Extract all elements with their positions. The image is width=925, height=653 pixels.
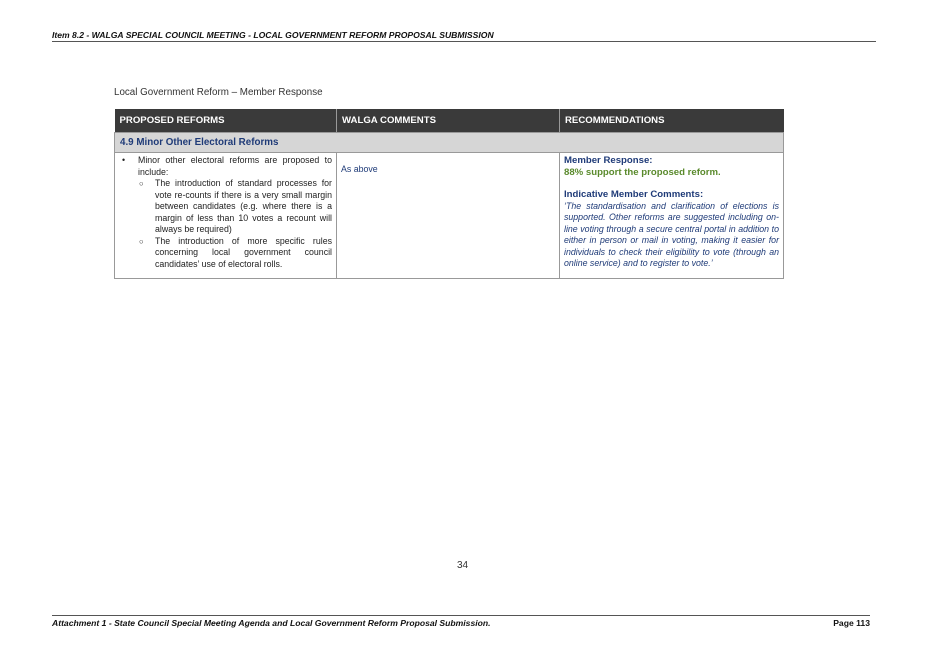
walga-comment-cell bbox=[337, 153, 560, 279]
column-header-proposed-reforms: PROPOSED REFORMS bbox=[115, 109, 337, 133]
subheading-minor-electoral-reforms: 4.9 Minor Other Electoral Reforms bbox=[115, 133, 784, 153]
table-subheading-row bbox=[115, 133, 784, 153]
table-header-row bbox=[115, 109, 784, 133]
proposal-bullet bbox=[119, 155, 332, 270]
indicative-comment-text: ‘The standardisation and clarification of elections is supported. Other reforms are suggested including on-line voting through a secure central portal in addition to either in person or mail in voting, making it easier for individuals to check their eligibility to vote (through an online service) and to register to vote.’ bbox=[564, 200, 779, 268]
table-row bbox=[115, 153, 784, 279]
footer-page-label: Page 113 bbox=[833, 618, 870, 628]
footer-attachment-text: Attachment 1 - State Council Special Meeting Agenda and Local Government Reform Proposal Submission. bbox=[52, 618, 491, 628]
column-header-walga-comments: WALGA COMMENTS bbox=[337, 109, 560, 133]
proposal-sublist bbox=[138, 178, 332, 270]
section-title: Local Government Reform – Member Response bbox=[114, 87, 323, 98]
page-number: 34 bbox=[456, 560, 469, 571]
proposed-reform-cell bbox=[115, 153, 337, 279]
proposal-list bbox=[119, 155, 332, 270]
recommendation-cell bbox=[560, 153, 784, 279]
proposal-item-recounts: ○ The introduction of standard processes for vote re-counts if there is a very small margin between candidates (e.g. where there is a margin of less than 10 votes a recount will always be required) bbox=[138, 178, 332, 236]
walga-comment: As above bbox=[341, 164, 378, 174]
member-response-label: Member Response: bbox=[564, 155, 653, 166]
column-header-recommendations: RECOMMENDATIONS bbox=[560, 109, 784, 133]
proposal-intro: Minor other electoral reforms are proposed to include: bbox=[138, 155, 332, 177]
proposal-item-electoral-rolls: ○ The introduction of more specific rules concerning local government council candidates’ use of electoral rolls. bbox=[138, 236, 332, 271]
page-footer bbox=[52, 615, 870, 628]
reform-table bbox=[114, 109, 784, 279]
indicative-comments-label: Indicative Member Comments: bbox=[564, 189, 704, 200]
page-header: Item 8.2 - WALGA SPECIAL COUNCIL MEETING - LOCAL GOVERNMENT REFORM PROPOSAL SUBMISSION bbox=[52, 30, 876, 42]
member-support-stat: 88% support the proposed reform. bbox=[564, 166, 721, 178]
